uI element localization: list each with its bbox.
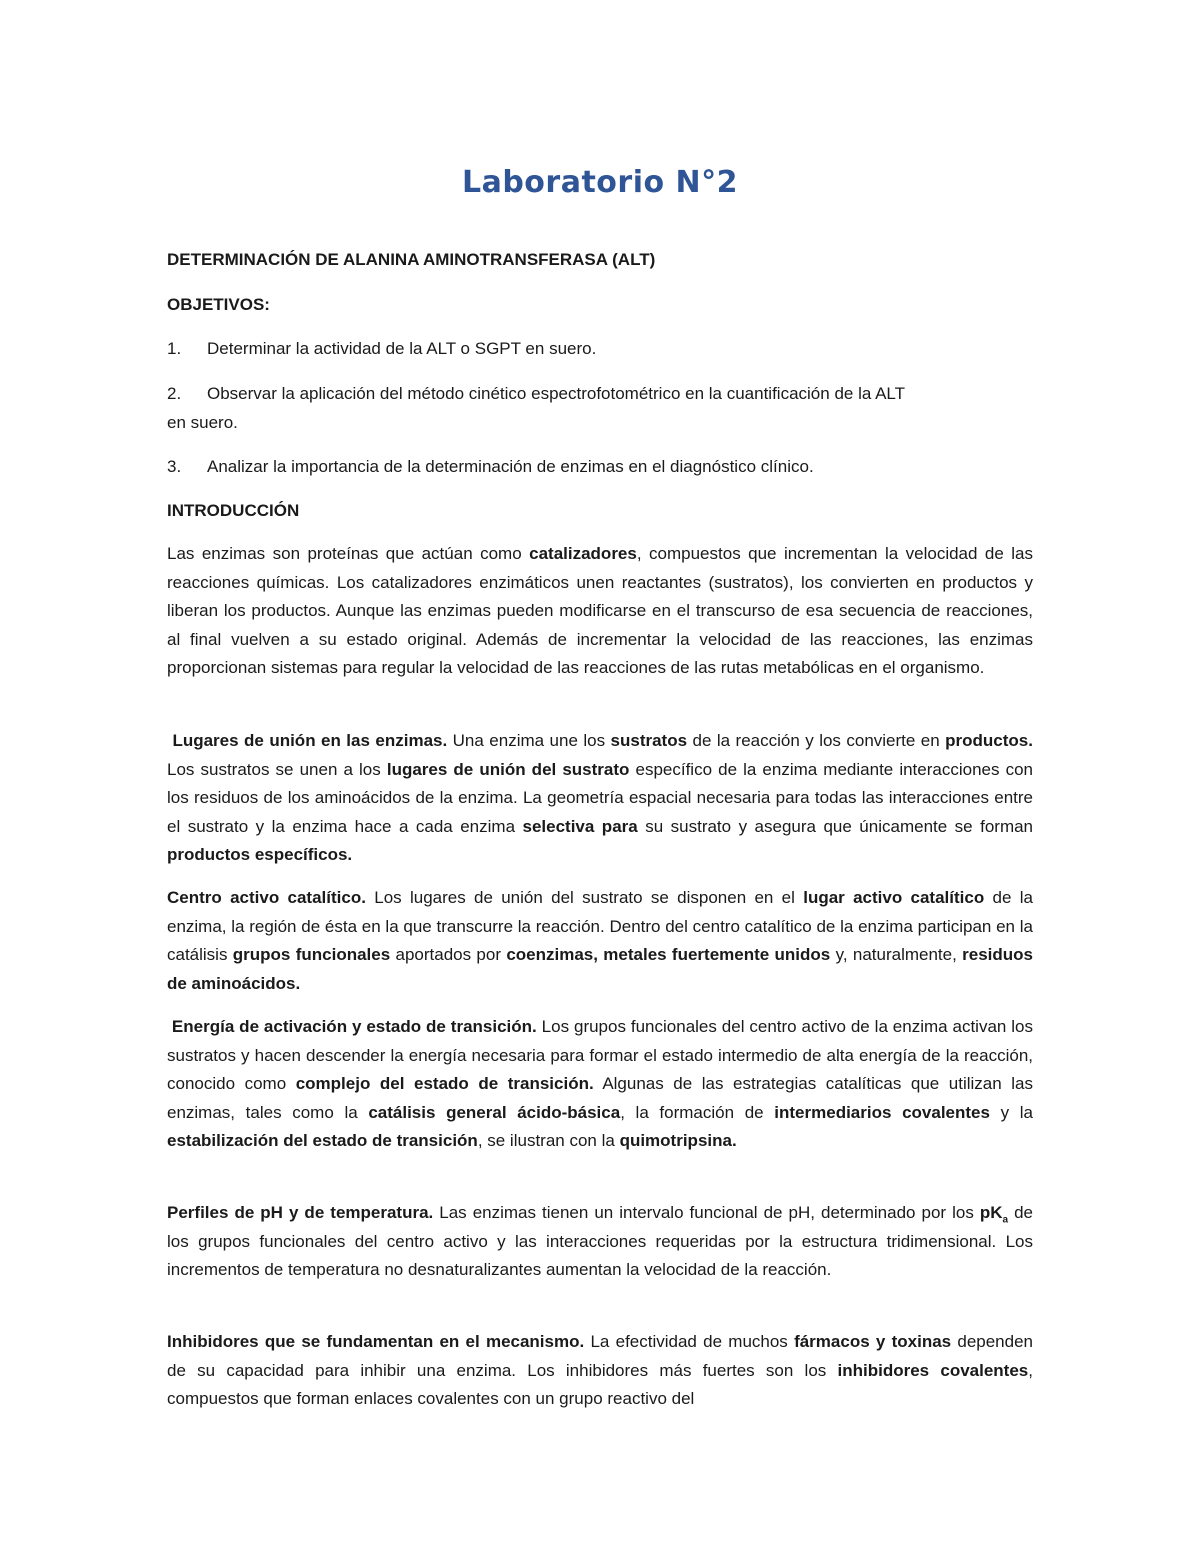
bold-term: Inhibidores que se fundamentan en el mecanismo. [167, 1332, 585, 1351]
objective-text: Analizar la importancia de la determinación de enzimas en el diagnóstico clínico. [207, 457, 814, 476]
objective-number: 2. [167, 384, 182, 403]
bold-term: lugar activo catalítico [803, 888, 985, 907]
bold-term: sustratos [610, 731, 688, 750]
page-title: Laboratorio N°2 [461, 165, 739, 200]
paragraph-ph-temperature [167, 1199, 1033, 1285]
bold-term: inhibidores covalentes [837, 1360, 1029, 1380]
bold-term: productos. [945, 731, 1033, 750]
bold-term: Lugares de unión en las enzimas. [172, 731, 448, 750]
bold-term [979, 1203, 1009, 1226]
bold-term: Centro activo catalítico. [167, 888, 366, 907]
text-run: Los lugares de unión del sustrato se disponen en el [365, 888, 804, 907]
bold-term: quimotripsina. [619, 1131, 737, 1151]
objective-number: 1. [167, 339, 182, 358]
objectives-heading: OBJETIVOS: [167, 295, 270, 314]
text-run: dependen de su capacidad para inhibir una enzima. Los inhibidores más fuertes son los [167, 1332, 1034, 1380]
pk-term: pK [979, 1203, 1003, 1222]
objective-item-1 [167, 335, 1033, 364]
text-run: Los sustratos se unen a los [167, 759, 387, 779]
text-run: , compuestos que forman enlaces covalentes con un grupo reactivo del [167, 1360, 1033, 1409]
objective-number: 3. [167, 457, 182, 476]
text-run: de la reacción y los convierte en [687, 731, 946, 750]
text-run: La efectividad de muchos [584, 1332, 795, 1351]
text-run: , se ilustran con la [477, 1131, 620, 1151]
objective-text: Determinar la actividad de la ALT o SGPT en suero. [207, 339, 597, 358]
text-run: aportados por [390, 945, 507, 965]
paragraph-active-center [167, 884, 1033, 998]
text-run: su sustrato y asegura que únicamente se forman [637, 816, 1034, 836]
text-run: y la [989, 1102, 1033, 1122]
text-run: Una enzima une los [447, 731, 611, 750]
bold-term: lugares de unión del sustrato [386, 759, 630, 779]
text-run: específico de la enzima mediante interacciones con los residuos de los aminoácidos de la enzima. La geometría espacial necesaria para todas las interacciones entre el sustrato y la enzima hace a cada enzima [167, 759, 1033, 836]
bold-term: fármacos y toxinas [794, 1332, 952, 1351]
bold-term: grupos funcionales [232, 945, 391, 965]
bold-term: residuos de aminoácidos. [167, 945, 1033, 993]
objective-text-continuation: en suero. [167, 412, 238, 432]
bold-term: intermediarios covalentes [774, 1102, 990, 1122]
bold-term: selectiva para [522, 816, 638, 836]
bold-term: Energía de activación y estado de transición. [171, 1017, 537, 1036]
text-run: Algunas de las estrategias catalíticas que utilizan las enzimas, tales como la [167, 1074, 1033, 1122]
text-run: Las enzimas tienen un intervalo funcional de pH, determinado por los [433, 1203, 980, 1222]
subscript: a [1002, 1214, 1009, 1226]
objective-text: Observar la aplicación del método cinético espectrofotométrico en la cuantificación de la ALT [207, 384, 906, 403]
objective-item-3 [167, 453, 1033, 482]
bold-term: productos específicos. [167, 845, 353, 865]
objective-item-2 [167, 380, 1033, 437]
introduction-heading: INTRODUCCIÓN [167, 501, 300, 520]
paragraph-binding-sites [167, 727, 1033, 870]
text-run: de los grupos funcionales del centro activo y las interacciones requeridas por la estructura tridimensional. Los incrementos de temperatura no desnaturalizantes aumentan la velocidad de la reacción. [167, 1203, 1033, 1280]
text-run: y, naturalmente, [830, 945, 963, 965]
text-run: de la enzima, la región de ésta en la que transcurre la reacción. Dentro del centro catalítico de la enzima participan en la catálisis [167, 888, 1033, 965]
text-run: Las enzimas son proteínas que actúan como [167, 544, 530, 563]
bold-term: Perfiles de pH y de temperatura. [167, 1203, 434, 1222]
bold-term: catalizadores [529, 544, 637, 563]
paragraph-inhibitors [167, 1328, 1033, 1414]
bold-term: catálisis general ácido-básica [368, 1102, 621, 1122]
paragraph-enzymes [167, 540, 1033, 683]
text-run: Los grupos funcionales del centro activo de la enzima activan los sustratos y hacen descender la energía necesaria para formar el estado intermedio de alta energía de la reacción, conocido como [167, 1017, 1034, 1094]
bold-term: coenzimas, metales fuertemente unidos [506, 945, 831, 965]
text-run: , la formación de [620, 1102, 775, 1122]
bold-term: estabilización del estado de transición [167, 1131, 478, 1151]
bold-term: complejo del estado de transición. [295, 1074, 594, 1094]
paragraph-activation-energy [167, 1013, 1033, 1156]
subtitle-heading: DETERMINACIÓN DE ALANINA AMINOTRANSFERASA (ALT) [167, 250, 656, 269]
text-run: , compuestos que incrementan la velocidad de las reacciones químicas. Los catalizadores enzimáticos unen reactantes (sustratos), los convierten en productos y liberan los productos. Aunque las enzimas pueden modificarse en el transcurso de esa secuencia de reacciones, al final vuelven a su estado original. Además de incrementar la velocidad de las reacciones, las enzimas proporcionan sistemas para regular la velocidad de las reacciones de las rutas metabólicas en el organismo. [167, 544, 1033, 678]
